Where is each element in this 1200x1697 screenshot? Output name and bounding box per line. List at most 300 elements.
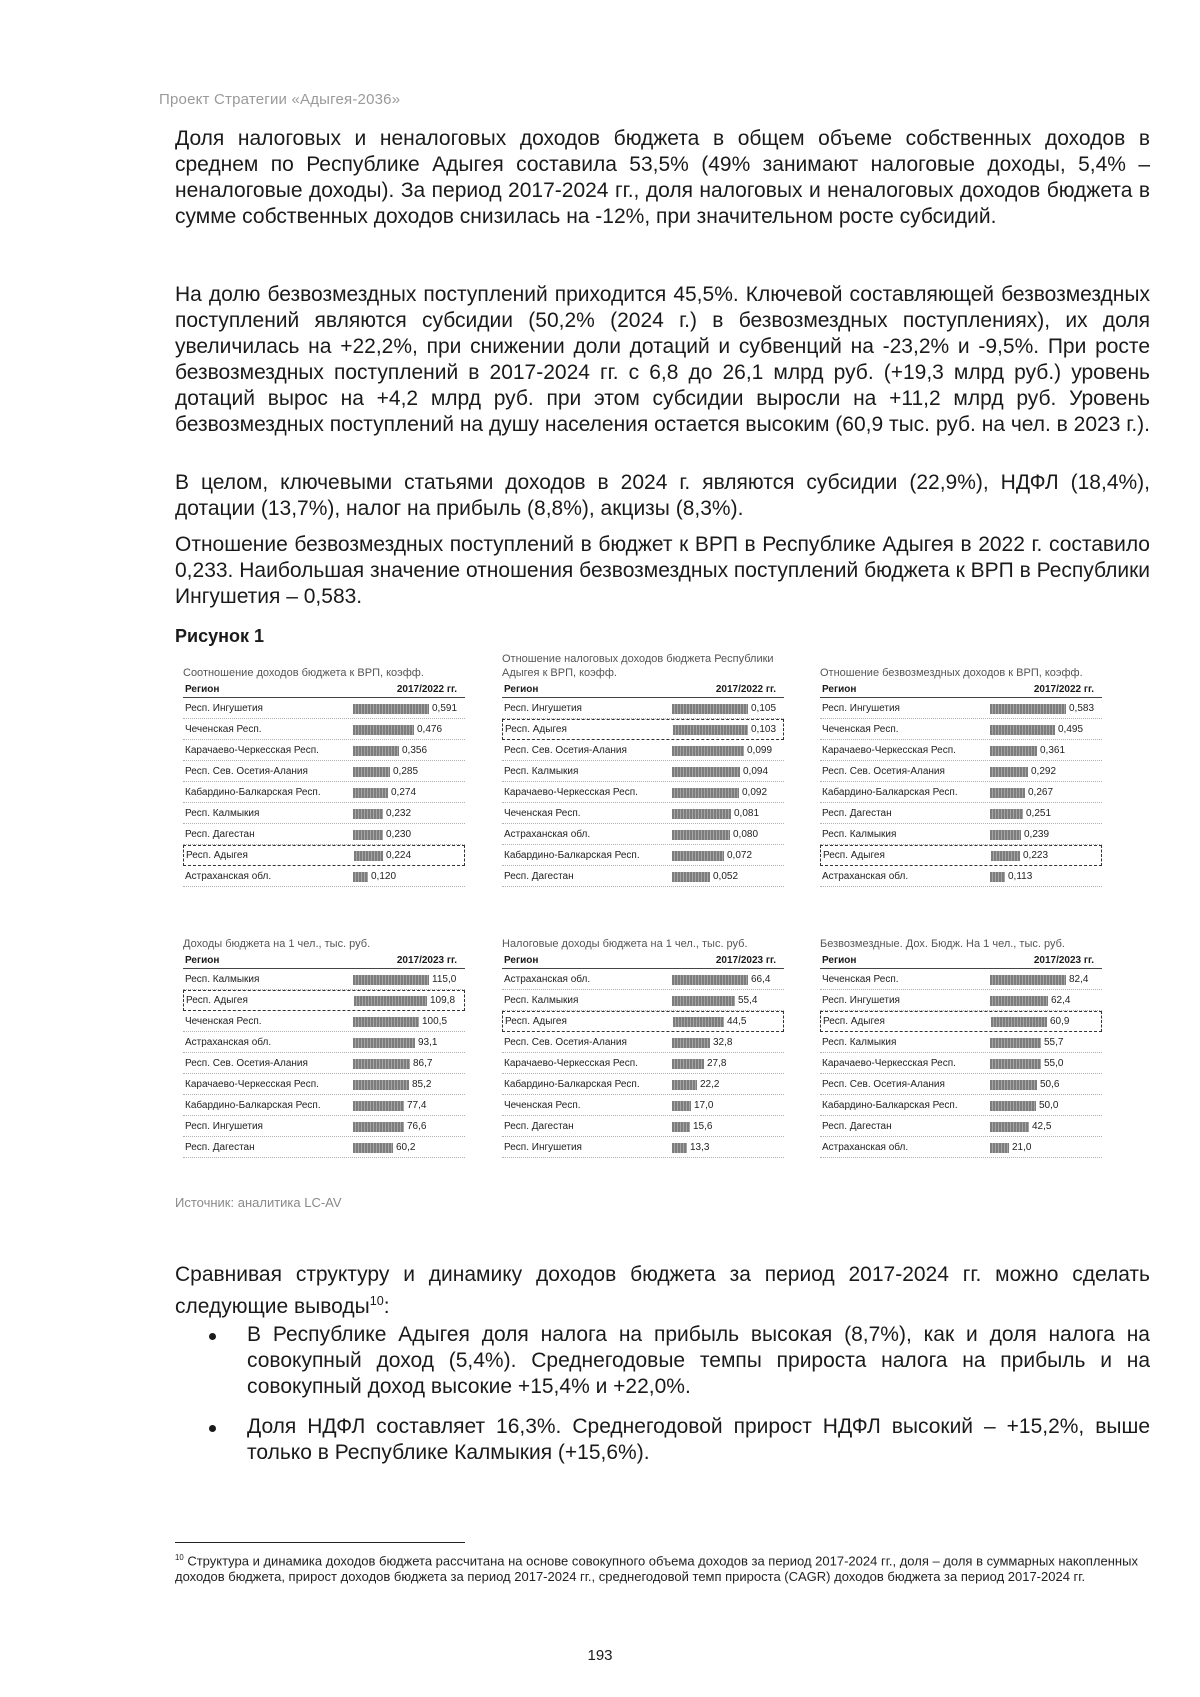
chart-row-label: Респ. Ингушетия [504, 702, 582, 714]
chart-bar [353, 1059, 410, 1069]
chart-bar-area [990, 782, 1102, 803]
chart-bar-area [990, 1032, 1102, 1053]
list-item-text: В Республике Адыгея доля налога на прибыль высокая (8,7%), как и доля налога на совокупный доход (5,4%). Среднегодовые темпы прироста налога на прибыль и на совокупный доход высокие +15,4% и +22,0%. [247, 1323, 1150, 1398]
chart-bar-area [673, 1011, 783, 1032]
chart-row-label: Респ. Адыгея [505, 724, 567, 735]
column-header-period: 2017/2023 гг. [715, 955, 776, 966]
chart-row [502, 740, 784, 761]
chart-value-label: 0,476 [417, 723, 443, 735]
chart-panel [183, 921, 465, 1158]
chart-value-label: 0,361 [1040, 744, 1066, 756]
column-header-period: 2017/2022 гг. [396, 684, 457, 695]
paragraph-3: В целом, ключевыми статьями доходов в 2024 г. являются субсидии (22,9%), НДФЛ (18,4%), дотации (13,7%), налог на прибыль (8,8%), акцизы (8,3%). [175, 471, 1150, 520]
chart-bar [353, 788, 388, 798]
chart-row-label: Кабардино-Балкарская Респ. [504, 849, 640, 861]
chart-bar [990, 1059, 1041, 1069]
chart-bar [672, 1038, 710, 1048]
chart-bar-area [353, 1032, 465, 1053]
chart-value-label: 77,4 [407, 1099, 427, 1111]
chart-row [183, 1011, 465, 1032]
chart-bar-area [672, 1074, 784, 1095]
chart-bar-area [991, 1011, 1101, 1032]
chart-bar [353, 767, 390, 777]
chart-bar-area [672, 740, 784, 761]
chart-bar-area [672, 824, 784, 845]
chart-bar [353, 1122, 404, 1132]
chart-bar [673, 1017, 724, 1027]
chart-bar-area [353, 1137, 465, 1158]
chart-bar-area [673, 719, 783, 740]
chart-title: Налоговые доходы бюджета на 1 чел., тыс. руб. [502, 938, 748, 950]
chart-value-label: 27,8 [707, 1057, 727, 1069]
chart-bar-area [672, 1095, 784, 1116]
chart-value-label: 76,6 [407, 1120, 427, 1132]
chart-row-label: Чеченская Респ. [822, 973, 899, 985]
chart-row-highlighted [820, 1011, 1102, 1032]
chart-value-label: 0,224 [386, 850, 412, 861]
chart-value-label: 55,0 [1044, 1057, 1064, 1069]
chart-bar [672, 746, 744, 756]
bullet-icon [209, 1333, 216, 1340]
chart-row [502, 761, 784, 782]
chart-row [502, 990, 784, 1011]
chart-value-label: 21,0 [1012, 1141, 1032, 1153]
column-header-period: 2017/2022 гг. [715, 684, 776, 695]
chart-bar-area [990, 1095, 1102, 1116]
chart-bar [990, 1080, 1037, 1090]
chart-row [820, 990, 1102, 1011]
chart-header [502, 955, 784, 969]
chart-row [820, 1074, 1102, 1095]
chart-value-label: 15,6 [693, 1120, 713, 1132]
chart-bar [672, 872, 710, 882]
chart-value-label: 0,113 [1008, 870, 1033, 882]
figure-source: Источник: аналитика LC-AV [175, 1195, 342, 1210]
chart-row-label: Кабардино-Балкарская Респ. [822, 1099, 958, 1111]
chart-row-label: Астраханская обл. [504, 973, 591, 985]
chart-value-label: 42,5 [1032, 1120, 1052, 1132]
chart-value-label: 0,094 [743, 765, 769, 777]
chart-row-label: Чеченская Респ. [185, 723, 262, 735]
chart-row [183, 1095, 465, 1116]
chart-row-label: Респ. Дагестан [504, 1120, 574, 1132]
chart-row [502, 1032, 784, 1053]
chart-row [183, 1137, 465, 1158]
conclusion-colon: : [383, 1295, 390, 1318]
chart-row-label: Респ. Адыгея [823, 850, 885, 861]
chart-value-label: 50,6 [1040, 1078, 1060, 1090]
chart-bar [672, 788, 739, 798]
chart-bar-area [672, 782, 784, 803]
chart-bar-area [990, 1116, 1102, 1137]
page-number: 193 [587, 1647, 613, 1664]
chart-row-label: Респ. Дагестан [185, 1141, 255, 1153]
chart-value-label: 44,5 [727, 1016, 747, 1027]
chart-row-label: Карачаево-Черкесская Респ. [822, 744, 956, 756]
chart-bar [353, 975, 429, 985]
chart-bar-area [353, 969, 465, 990]
chart-value-label: 55,4 [738, 994, 758, 1006]
chart-value-label: 62,4 [1051, 994, 1071, 1006]
chart-row [820, 1053, 1102, 1074]
chart-bar-area [353, 761, 465, 782]
chart-bar-area [990, 866, 1102, 887]
paragraph-2: На долю безвозмездных поступлений приходится 45,5%. Ключевой составляющей безвозмездных поступлений являются субсидии (50,2% (2024 г.) в безвозмездных поступлениях), их доля увеличилась на +22,2%, при снижении доли дотаций и субвенций на -23,2% и -9,5%. При росте безвозмездных поступлений в 2017-2024 гг. с 6,8 до 26,1 млрд руб. (+19,3 млрд руб.) уровень дотаций вырос на +4,2 млрд руб. при этом субсидии выросли на +11,2 млрд руб. Уровень безвозмездных поступлений на душу населения остается высоким (60,9 тыс. руб. на чел. в 2023 г.). [175, 283, 1150, 436]
chart-bar [672, 830, 730, 840]
chart-value-label: 0,080 [733, 828, 759, 840]
chart-bar [672, 1059, 704, 1069]
chart-bar-area [672, 866, 784, 887]
chart-bar [672, 975, 748, 985]
chart-bar-area [353, 1053, 465, 1074]
chart-bar [990, 809, 1023, 819]
chart-title: Отношение безвозмездных доходов к ВРП, коэфф. [820, 667, 1083, 679]
chart-bar-area [990, 803, 1102, 824]
chart-row-label: Респ. Адыгея [823, 1016, 885, 1027]
footnote-divider [175, 1542, 465, 1543]
chart-panel [502, 650, 784, 887]
chart-bar-area [353, 1116, 465, 1137]
chart-bar-area [353, 803, 465, 824]
chart-bar-area [353, 866, 465, 887]
chart-value-label: 0,232 [386, 807, 412, 819]
chart-bar-area [672, 1032, 784, 1053]
chart-row [183, 782, 465, 803]
chart-bar-area [354, 990, 464, 1011]
chart-bar [353, 746, 399, 756]
chart-bar [673, 725, 748, 735]
chart-row [820, 782, 1102, 803]
chart-value-label: 86,7 [413, 1057, 433, 1069]
column-header-region: Регион [185, 684, 220, 695]
chart-bar-area [672, 969, 784, 990]
chart-bar [990, 1101, 1036, 1111]
chart-bar [990, 788, 1025, 798]
chart-title: Доходы бюджета на 1 чел., тыс. руб. [183, 938, 371, 950]
chart-bar-area [353, 1074, 465, 1095]
chart-row-label: Чеченская Респ. [185, 1015, 262, 1027]
chart-bar-area [990, 824, 1102, 845]
chart-value-label: 0,099 [747, 744, 773, 756]
chart-panel [183, 650, 465, 887]
chart-row [820, 969, 1102, 990]
chart-row [820, 719, 1102, 740]
chart-row-label: Респ. Дагестан [822, 807, 892, 819]
chart-bar [354, 996, 427, 1006]
chart-value-label: 0,267 [1028, 786, 1054, 798]
chart-row-label: Кабардино-Балкарская Респ. [185, 786, 321, 798]
chart-bar-area [990, 1053, 1102, 1074]
column-header-region: Регион [504, 955, 539, 966]
chart-row [183, 866, 465, 887]
chart-value-label: 0,072 [727, 849, 753, 861]
chart-panel [820, 650, 1102, 887]
chart-bar [990, 1122, 1029, 1132]
chart-value-label: 32,8 [713, 1036, 733, 1048]
chart-row-label: Респ. Ингушетия [185, 702, 263, 714]
chart-bar [991, 1017, 1047, 1027]
chart-bar [990, 975, 1066, 985]
chart-row-label: Астраханская обл. [504, 828, 591, 840]
chart-row [502, 845, 784, 866]
footnote-number: 10 [175, 1553, 184, 1562]
chart-row [183, 740, 465, 761]
chart-title: Соотношение доходов бюджета к ВРП, коэфф. [183, 667, 424, 679]
chart-panel [820, 921, 1102, 1158]
chart-row-label: Респ. Калмыкия [504, 765, 579, 777]
chart-bar [354, 851, 383, 861]
chart-header [820, 955, 1102, 969]
chart-row [820, 698, 1102, 719]
chart-bar-area [990, 740, 1102, 761]
chart-row [183, 698, 465, 719]
chart-bar-area [353, 698, 465, 719]
chart-row-label: Респ. Ингушетия [185, 1120, 263, 1132]
chart-value-label: 0,251 [1026, 807, 1052, 819]
chart-row [820, 803, 1102, 824]
chart-row-label: Респ. Сев. Осетия-Алания [822, 765, 945, 777]
chart-bar [990, 830, 1021, 840]
chart-bar [353, 1038, 415, 1048]
chart-row [820, 1137, 1102, 1158]
column-header-period: 2017/2023 гг. [1033, 955, 1094, 966]
chart-row [820, 740, 1102, 761]
chart-value-label: 0,092 [742, 786, 768, 798]
chart-bar [672, 1143, 687, 1153]
chart-bar [353, 1017, 419, 1027]
chart-value-label: 0,120 [371, 870, 397, 882]
chart-value-label: 17,0 [694, 1099, 714, 1111]
chart-header [820, 684, 1102, 698]
chart-bar-area [990, 990, 1102, 1011]
chart-value-label: 0,292 [1031, 765, 1057, 777]
chart-bar [672, 809, 731, 819]
chart-bar-area [990, 1137, 1102, 1158]
chart-value-label: 109,8 [430, 995, 456, 1006]
chart-value-label: 82,4 [1069, 973, 1089, 985]
list-item [175, 1414, 1150, 1466]
conclusion-intro [175, 1262, 1150, 1320]
chart-row [502, 1095, 784, 1116]
chart-value-label: 22,2 [700, 1078, 720, 1090]
conclusion-text: Сравнивая структуру и динамику доходов бюджета за период 2017-2024 гг. можно сделать следующие выводы [175, 1263, 1150, 1318]
chart-bar-area [991, 845, 1101, 866]
chart-bar-area [990, 761, 1102, 782]
chart-header [183, 955, 465, 969]
chart-row-label: Респ. Калмыкия [185, 973, 260, 985]
chart-value-label: 115,0 [432, 973, 457, 985]
chart-bar-area [353, 740, 465, 761]
chart-bar-area [672, 1116, 784, 1137]
chart-row [502, 1053, 784, 1074]
chart-row-label: Кабардино-Балкарская Респ. [185, 1099, 321, 1111]
chart-bar-area [990, 1074, 1102, 1095]
chart-row-label: Карачаево-Черкесская Респ. [185, 1078, 319, 1090]
chart-bar [353, 830, 383, 840]
footnote [175, 1550, 1143, 1585]
chart-row [502, 698, 784, 719]
chart-row [820, 1095, 1102, 1116]
column-header-region: Регион [822, 684, 857, 695]
chart-value-label: 0,105 [751, 702, 777, 714]
chart-row-label: Респ. Ингушетия [504, 1141, 582, 1153]
chart-row-label: Респ. Сев. Осетия-Алания [504, 1036, 627, 1048]
chart-bar-area [353, 1011, 465, 1032]
chart-row-label: Респ. Адыгея [505, 1016, 567, 1027]
chart-value-label: 0,103 [751, 724, 777, 735]
chart-bar [990, 1143, 1009, 1153]
chart-row [183, 969, 465, 990]
chart-row [502, 1074, 784, 1095]
chart-value-label: 55,7 [1044, 1036, 1064, 1048]
conclusion-list [175, 1322, 1150, 1480]
chart-value-label: 0,230 [386, 828, 412, 840]
chart-row [502, 969, 784, 990]
chart-bar-area [672, 845, 784, 866]
chart-bar-area [672, 1137, 784, 1158]
chart-row-label: Респ. Сев. Осетия-Алания [504, 744, 627, 756]
chart-bar [990, 1038, 1041, 1048]
chart-value-label: 0,239 [1024, 828, 1050, 840]
chart-bar-area [672, 1053, 784, 1074]
chart-bar [353, 1143, 393, 1153]
chart-row [820, 761, 1102, 782]
chart-row [183, 803, 465, 824]
column-header-region: Регион [504, 684, 539, 695]
chart-row-label: Карачаево-Черкесская Респ. [504, 1057, 638, 1069]
chart-row [183, 1116, 465, 1137]
chart-row-label: Астраханская обл. [822, 870, 909, 882]
chart-bar-area [672, 990, 784, 1011]
chart-row-label: Карачаево-Черкесская Респ. [822, 1057, 956, 1069]
chart-row [502, 782, 784, 803]
chart-row-label: Карачаево-Черкесская Респ. [185, 744, 319, 756]
chart-row-label: Респ. Дагестан [822, 1120, 892, 1132]
chart-bar-area [672, 698, 784, 719]
chart-value-label: 0,583 [1069, 702, 1095, 714]
chart-value-label: 85,2 [412, 1078, 432, 1090]
chart-bar [990, 725, 1055, 735]
chart-bar [990, 872, 1005, 882]
chart-bar [353, 809, 383, 819]
chart-row-label: Респ. Ингушетия [822, 994, 900, 1006]
chart-value-label: 0,495 [1058, 723, 1084, 735]
chart-row [820, 1116, 1102, 1137]
chart-row-label: Чеченская Респ. [504, 1099, 581, 1111]
chart-header [502, 684, 784, 698]
chart-bar-area [353, 719, 465, 740]
chart-bar [990, 767, 1028, 777]
chart-row-label: Астраханская обл. [822, 1141, 909, 1153]
chart-row-label: Респ. Калмыкия [822, 828, 897, 840]
chart-row-label: Астраханская обл. [185, 1036, 272, 1048]
chart-bar-area [990, 698, 1102, 719]
chart-bar [353, 704, 429, 714]
chart-row-label: Кабардино-Балкарская Респ. [822, 786, 958, 798]
chart-row [183, 824, 465, 845]
footnote-ref[interactable]: 10 [369, 1294, 384, 1308]
chart-bar [353, 725, 414, 735]
chart-bar [353, 1080, 409, 1090]
chart-row-label: Астраханская обл. [185, 870, 272, 882]
chart-value-label: 0,274 [391, 786, 417, 798]
chart-value-label: 93,1 [418, 1036, 438, 1048]
chart-value-label: 0,356 [402, 744, 428, 756]
chart-row [183, 761, 465, 782]
chart-row [502, 1137, 784, 1158]
chart-row-label: Респ. Сев. Осетия-Алания [185, 765, 308, 777]
chart-value-label: 0,591 [432, 702, 458, 714]
chart-row-label: Респ. Сев. Осетия-Алания [185, 1057, 308, 1069]
list-item [175, 1322, 1150, 1400]
page-header: Проект Стратегии «Адыгея-2036» [159, 91, 401, 108]
chart-row-highlighted [183, 845, 465, 866]
chart-row [183, 719, 465, 740]
chart-bar-area [990, 969, 1102, 990]
chart-value-label: 66,4 [751, 973, 771, 985]
chart-row [502, 803, 784, 824]
chart-bar [672, 704, 748, 714]
chart-row [502, 866, 784, 887]
column-header-period: 2017/2023 гг. [396, 955, 457, 966]
chart-row-label: Кабардино-Балкарская Респ. [504, 1078, 640, 1090]
chart-row-label: Респ. Ингушетия [822, 702, 900, 714]
chart-row [502, 1116, 784, 1137]
chart-value-label: 100,5 [422, 1015, 448, 1027]
chart-bar [990, 704, 1066, 714]
column-header-region: Регион [822, 955, 857, 966]
chart-bar-area [353, 1095, 465, 1116]
chart-value-label: 0,052 [713, 870, 739, 882]
paragraph-4: Отношение безвозмездных поступлений в бюджет к ВРП в Республике Адыгея в 2022 г. составило 0,233. Наибольшая значение отношения безвозмездных поступлений бюджета к ВРП в Республики Ингушетия – 0,583. [175, 533, 1150, 608]
chart-row [820, 866, 1102, 887]
chart-row-label: Респ. Калмыкия [185, 807, 260, 819]
chart-bar [672, 851, 724, 861]
chart-row-label: Респ. Дагестан [504, 870, 574, 882]
chart-row-label: Респ. Сев. Осетия-Алания [822, 1078, 945, 1090]
chart-header [183, 684, 465, 698]
chart-bar-area [672, 803, 784, 824]
chart-row-label: Респ. Калмыкия [504, 994, 579, 1006]
footnote-text: Структура и динамика доходов бюджета рассчитана на основе совокупного объема доходов за период 2017-2024 гг., доля – доля в суммарных накопленных доходов бюджета, прирост доходов бюджета за период 2017-2024 гг., среднегодовой темп прироста (CAGR) доходов бюджета за период 2017-2024 гг. [175, 1553, 1138, 1585]
chart-bar [672, 1122, 690, 1132]
paragraph-1: Доля налоговых и неналоговых доходов бюджета в общем объеме собственных доходов в среднем по Республике Адыгея составила 53,5% (49% занимают налоговые доходы, 5,4% – неналоговые доходы). За период 2017-2024 гг., доля налоговых и неналоговых доходов бюджета в сумме собственных доходов снизилась на -12%, при значительном росте субсидий. [175, 127, 1150, 228]
chart-row-label: Респ. Адыгея [186, 850, 248, 861]
chart-row-label: Респ. Дагестан [185, 828, 255, 840]
chart-row [502, 824, 784, 845]
chart-bar [672, 1080, 697, 1090]
chart-bar [353, 1101, 404, 1111]
chart-panel [502, 921, 784, 1158]
chart-value-label: 13,3 [690, 1141, 710, 1153]
chart-row-label: Карачаево-Черкесская Респ. [504, 786, 638, 798]
chart-value-label: 50,0 [1039, 1099, 1059, 1111]
chart-row-highlighted [502, 1011, 784, 1032]
chart-row-highlighted [183, 990, 465, 1011]
chart-title: Безвозмездные. Дох. Бюдж. На 1 чел., тыс. руб. [820, 938, 1065, 950]
column-header-region: Регион [185, 955, 220, 966]
chart-bar [990, 996, 1048, 1006]
chart-bar-area [354, 845, 464, 866]
chart-row [820, 1032, 1102, 1053]
chart-row-highlighted [820, 845, 1102, 866]
chart-row-label: Респ. Калмыкия [822, 1036, 897, 1048]
figure-title: Рисунок 1 [175, 626, 264, 646]
chart-bar [990, 746, 1037, 756]
chart-bar [353, 872, 368, 882]
chart-row [820, 824, 1102, 845]
chart-row [183, 1053, 465, 1074]
